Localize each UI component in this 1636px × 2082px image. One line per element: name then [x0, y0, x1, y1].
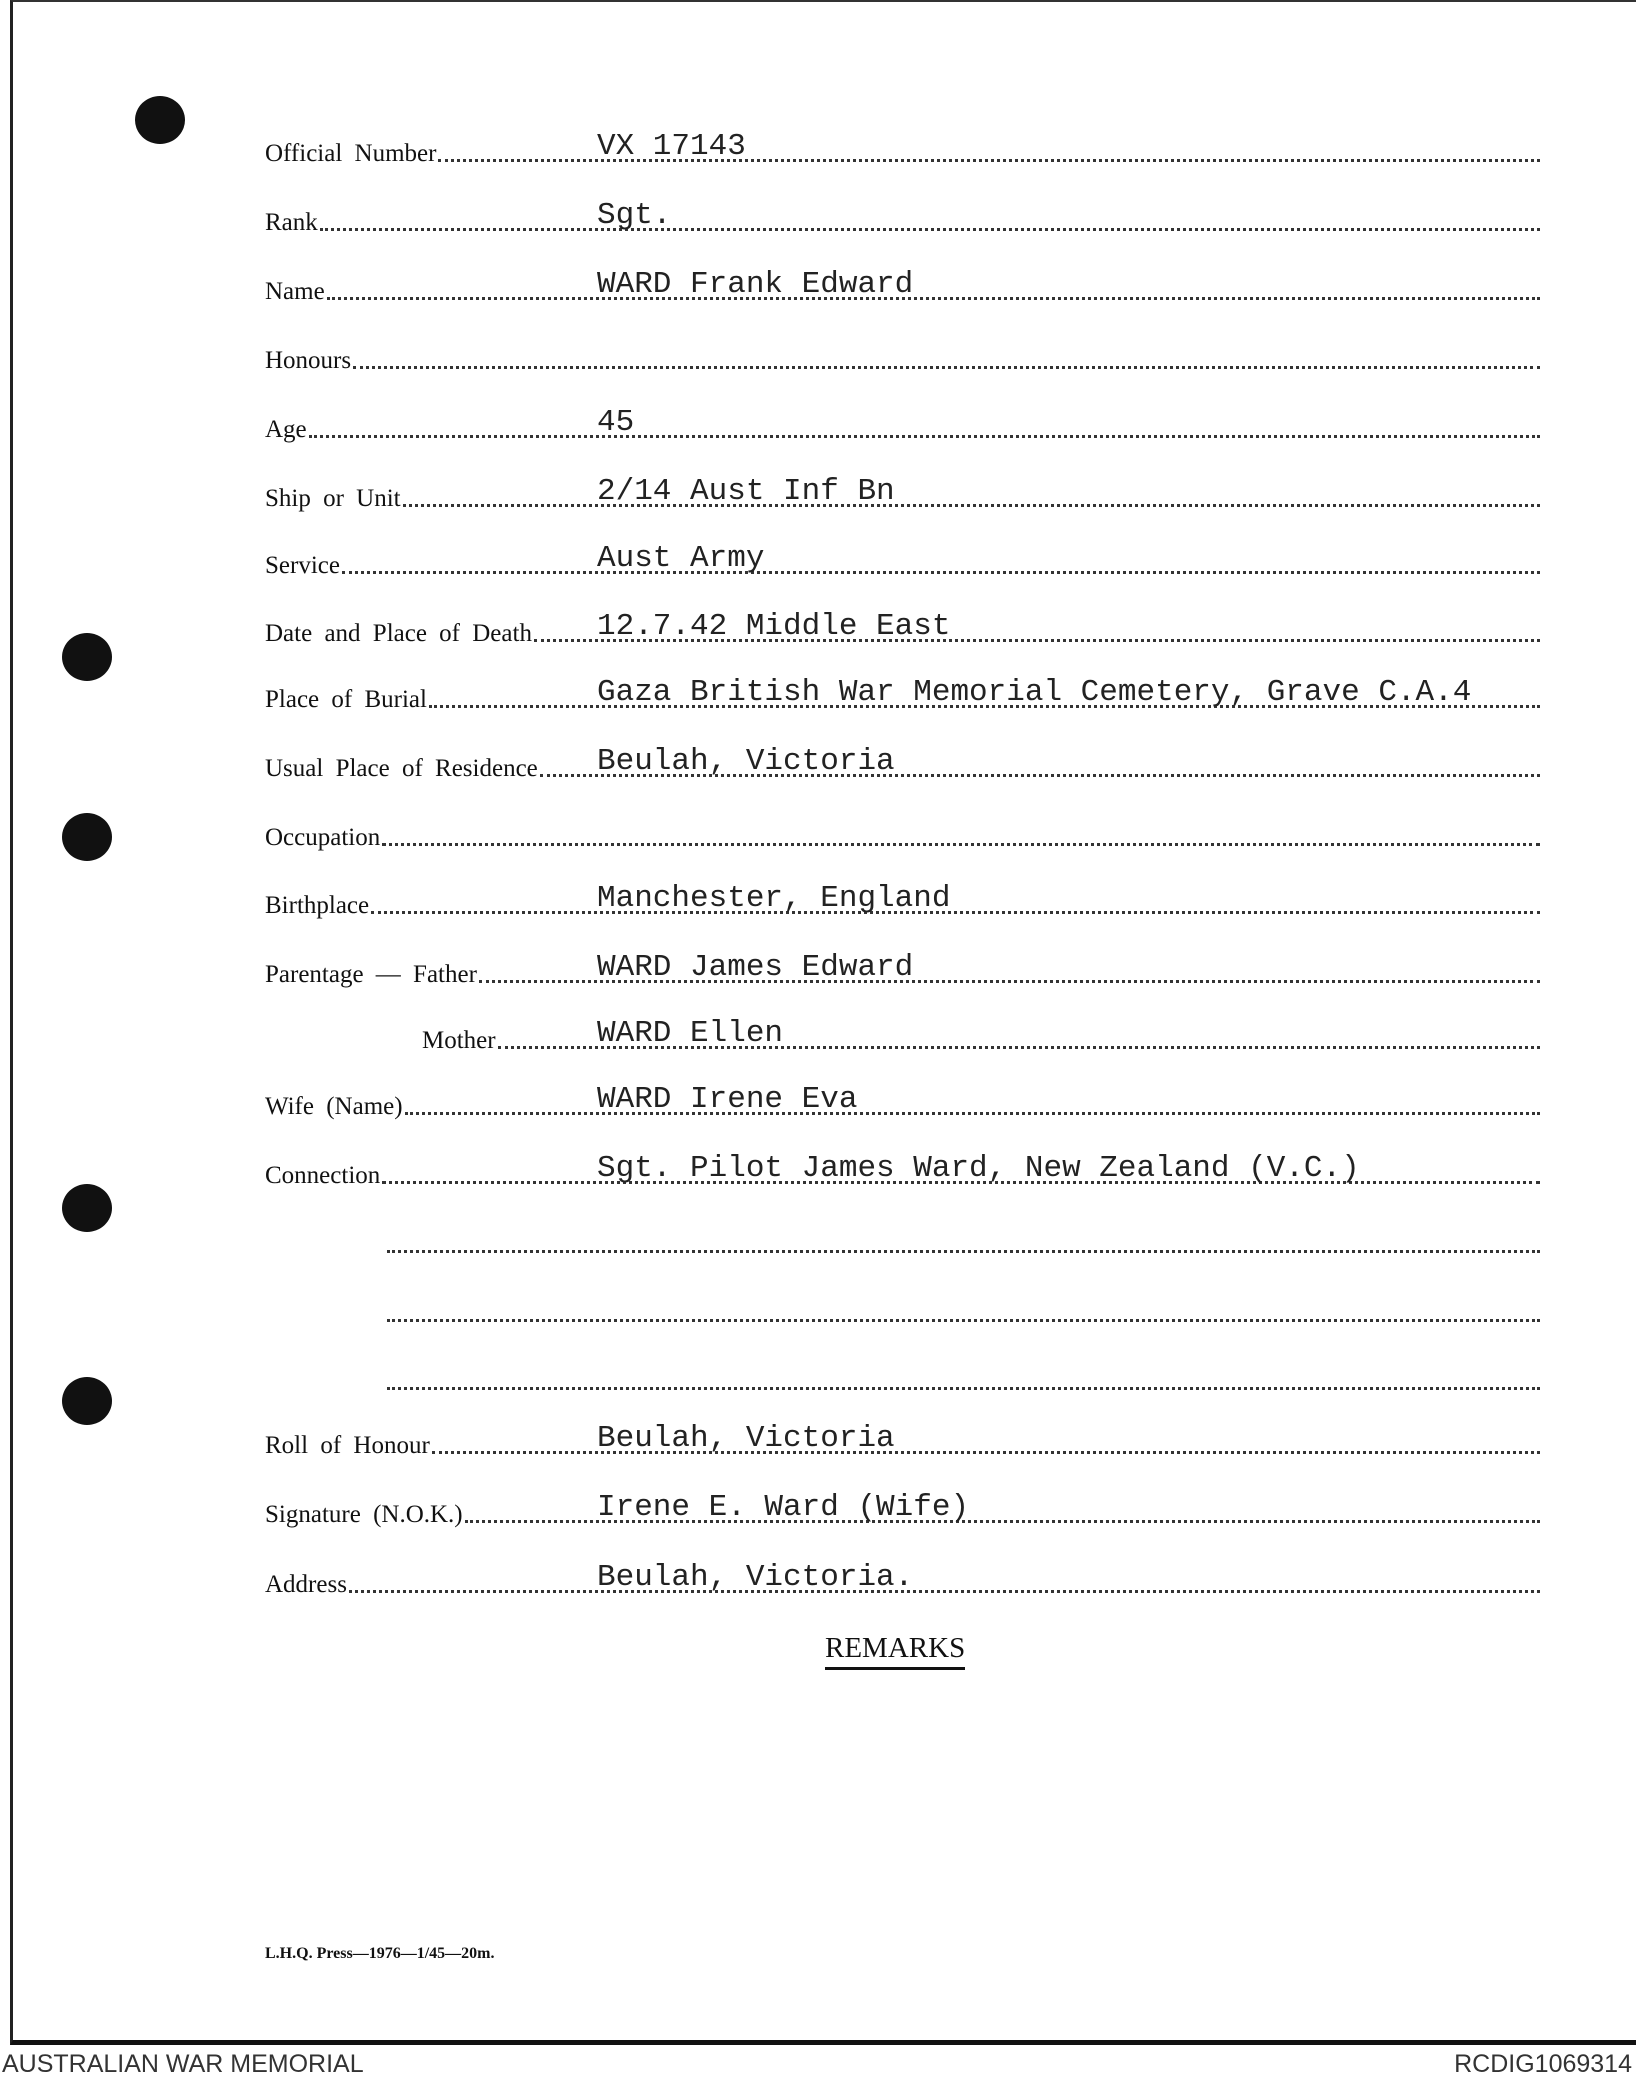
field-value: Beulah, Victoria	[597, 1421, 895, 1456]
remarks-heading: REMARKS	[825, 1632, 965, 1670]
form-row	[265, 128, 1540, 168]
field-value: WARD Irene Eva	[597, 1082, 858, 1117]
dotted-line	[349, 1590, 1540, 1593]
form-row	[265, 1489, 1540, 1529]
field-value: Gaza British War Memorial Cemetery, Grave C.A.4	[597, 675, 1472, 710]
dotted-line	[342, 571, 1540, 574]
field-label: Honours	[265, 347, 352, 374]
field-value: VX 17143	[597, 129, 746, 164]
dotted-line	[387, 1387, 1540, 1390]
field-value: Sgt. Pilot James Ward, New Zealand (V.C.)	[597, 1151, 1360, 1186]
footer-record-id: RCDIG1069314	[1454, 2050, 1632, 2078]
field-label: Official Number	[265, 140, 437, 167]
field-label: Occupation	[265, 824, 381, 851]
field-value: Manchester, England	[597, 881, 951, 916]
dotted-line	[371, 911, 1540, 914]
form-row	[265, 1081, 1540, 1121]
form-row	[265, 540, 1540, 580]
form-row	[265, 1150, 1540, 1190]
field-label: Date and Place of Death	[265, 620, 532, 647]
form-row	[265, 473, 1540, 513]
field-label: Signature (N.O.K.)	[265, 1501, 463, 1528]
form-row	[265, 1015, 1540, 1055]
field-label: Ship or Unit	[265, 485, 401, 512]
dotted-line	[387, 1319, 1540, 1322]
field-label: Place of Burial	[265, 686, 427, 713]
punch-hole	[62, 633, 112, 681]
field-value: 2/14 Aust Inf Bn	[597, 474, 895, 509]
form-row	[265, 197, 1540, 237]
field-label: Name	[265, 278, 325, 305]
dotted-line	[403, 504, 1540, 507]
dotted-line	[353, 366, 1540, 369]
form-row	[265, 674, 1540, 714]
field-label: Service	[265, 552, 340, 579]
dotted-line	[320, 228, 1540, 231]
dotted-line	[327, 297, 1540, 300]
print-note: L.H.Q. Press—1976—1/45—20m.	[265, 1945, 495, 1962]
field-label: Rank	[265, 209, 318, 236]
form-row	[265, 743, 1540, 783]
field-value: Beulah, Victoria	[597, 744, 895, 779]
field-value: WARD James Edward	[597, 950, 914, 985]
dotted-line	[405, 1112, 1540, 1115]
punch-hole	[62, 1377, 112, 1425]
field-label: Address	[265, 1571, 347, 1598]
dotted-line	[387, 1250, 1540, 1253]
punch-hole	[62, 1184, 112, 1232]
field-value: Beulah, Victoria.	[597, 1560, 914, 1595]
field-label: Mother	[422, 1027, 496, 1054]
field-label: Birthplace	[265, 892, 370, 919]
field-value: 12.7.42 Middle East	[597, 609, 951, 644]
field-label: Usual Place of Residence	[265, 755, 538, 782]
punch-hole	[135, 96, 185, 144]
form-row	[265, 404, 1540, 444]
form-row	[385, 1356, 1540, 1396]
form-row	[385, 1219, 1540, 1259]
punch-hole	[62, 813, 112, 861]
field-value: WARD Frank Edward	[597, 267, 914, 302]
form-row	[265, 1559, 1540, 1599]
field-value: WARD Ellen	[597, 1016, 784, 1051]
form-row	[265, 335, 1540, 375]
field-value: Aust Army	[597, 541, 765, 576]
field-label: Roll of Honour	[265, 1432, 430, 1459]
field-label: Wife (Name)	[265, 1093, 403, 1120]
form-row	[265, 1420, 1540, 1460]
field-label: Parentage — Father	[265, 961, 477, 988]
form-row	[265, 949, 1540, 989]
field-value: Irene E. Ward (Wife)	[597, 1490, 970, 1525]
footer-archive-name: AUSTRALIAN WAR MEMORIAL	[2, 2050, 364, 2078]
field-label: Connection	[265, 1162, 381, 1189]
form-row	[265, 608, 1540, 648]
form-row	[265, 880, 1540, 920]
field-value: 45	[597, 405, 635, 440]
form-row	[265, 266, 1540, 306]
field-value: Sgt.	[597, 198, 672, 233]
form-row	[385, 1288, 1540, 1328]
dotted-line	[382, 843, 1540, 846]
field-label: Age	[265, 416, 307, 443]
form-row	[265, 812, 1540, 852]
dotted-line	[309, 435, 1540, 438]
